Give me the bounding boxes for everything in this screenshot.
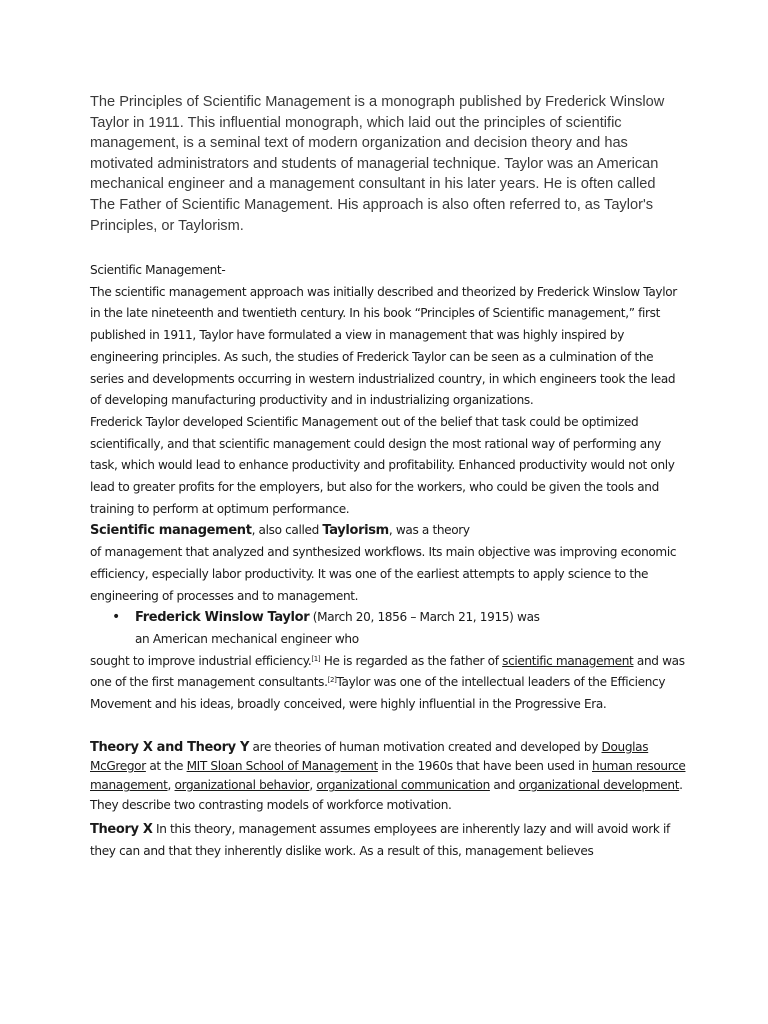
text-span: , also called [251, 523, 323, 538]
text-span: (March 20, 1856 – March 21, 1915) was [309, 610, 540, 625]
intro-paragraph: The Principles of Scientific Management is a monograph published by Frederick Winslow Taylor in 1911. This influential monograph, which laid out the principles of scientific management, is a seminal text of modern organization and decision theory and has motivated administrators and students of managerial technique. Taylor was an American mechanical engineer and a management consultant in his later years. He is often called The Father of Scientific Management. His approach is also often referred to, as Taylor's Principles, or Taylorism. [90, 94, 665, 234]
text-span: and was one of the first management consultants. [90, 653, 685, 690]
term-taylorism: Taylorism [322, 523, 389, 539]
text-span: are theories of human motivation created and developed by [249, 739, 602, 754]
paragraph-approach: The scientific management approach was initially described and theorized by Frederick Winslow Taylor in the late nineteenth and twentieth century. In his book “Principles of Scientific management,” first published in 1911, Taylor have formulated a view in management that was highly inspired by engineering principles. As such, the studies of Frederick Taylor can be seen as a culmination of the series and developments occurring in western industrialized country, in which engineers took the lead of developing manufacturing productivity and in industrializing organizations. [90, 284, 677, 408]
paragraph-theory-x-and-y [90, 738, 686, 815]
section-heading-scientific-management: Scientific Management- [90, 263, 226, 277]
text-span: , was a theory [388, 523, 470, 538]
link-organizational-behavior[interactable]: organizational behavior [174, 778, 310, 793]
paragraph-theory-x [90, 819, 686, 862]
text-span: , [309, 778, 317, 793]
link-organizational-development[interactable]: organizational development [518, 778, 680, 793]
text-span: sought to improve industrial efficiency. [90, 653, 312, 668]
link-scientific-management[interactable]: scientific management [502, 653, 634, 668]
document-body [90, 260, 686, 862]
text-span: He is regarded as the father of [320, 653, 503, 668]
link-organizational-communication[interactable]: organizational communication [316, 778, 490, 793]
text-span: of management that analyzed and synthesized workflows. Its main objective was improving economic efficiency, especially labor productivity. It was one of the earliest attempts to apply science to the engineering of processes and to management. [90, 545, 677, 603]
paragraph-taylor-belief: Frederick Taylor developed Scientific Management out of the belief that task could be optimized scientifically, and that scientific management could design the most rational way of performing any task, which would lead to enhance productivity and profitability. Enhanced productivity would not only lead to greater profits for the employers, but also for the workers, who could be given the tools and training to perform at optimum performance. [90, 414, 675, 516]
paragraph-taylor-efficiency [90, 651, 686, 716]
citation-1[interactable]: [1] [311, 654, 321, 663]
text-span: at the [145, 759, 187, 774]
text-span: in the 1960s that have been used in [377, 759, 593, 774]
text-span: . They describe two contrasting models of workforce motivation. [90, 778, 683, 812]
list-item-taylor-cont: an American mechanical engineer who [135, 631, 359, 646]
text-span: In this theory, management assumes employees are inherently lazy and will avoid work if they can and that they inherently dislike work. As a result of this, management believes [90, 821, 670, 858]
text-span: and [489, 778, 519, 793]
term-scientific-management: Scientific management [90, 523, 252, 539]
link-mit-sloan[interactable]: MIT Sloan School of Management [186, 759, 378, 774]
link-human-resource-management[interactable]: human resource management [90, 759, 686, 793]
list-item-taylor [90, 607, 686, 629]
term-theory-x-and-theory-y: Theory X and Theory Y [90, 739, 250, 755]
text-span: Taylor was one of the intellectual leaders of the Efficiency Movement and his ideas, broadly conceived, were highly influential in the Progressive Era. [90, 675, 666, 712]
citation-2[interactable]: [2] [327, 676, 337, 685]
paragraph-scientific-management-definition [90, 520, 686, 607]
bullet-icon: • [112, 609, 120, 626]
term-theory-x: Theory X [90, 821, 153, 837]
link-douglas-mcgregor[interactable]: Douglas McGregor [90, 739, 649, 774]
term-frederick-winslow-taylor: Frederick Winslow Taylor [135, 610, 310, 626]
spacer [90, 716, 686, 738]
text-span: , [167, 778, 175, 793]
